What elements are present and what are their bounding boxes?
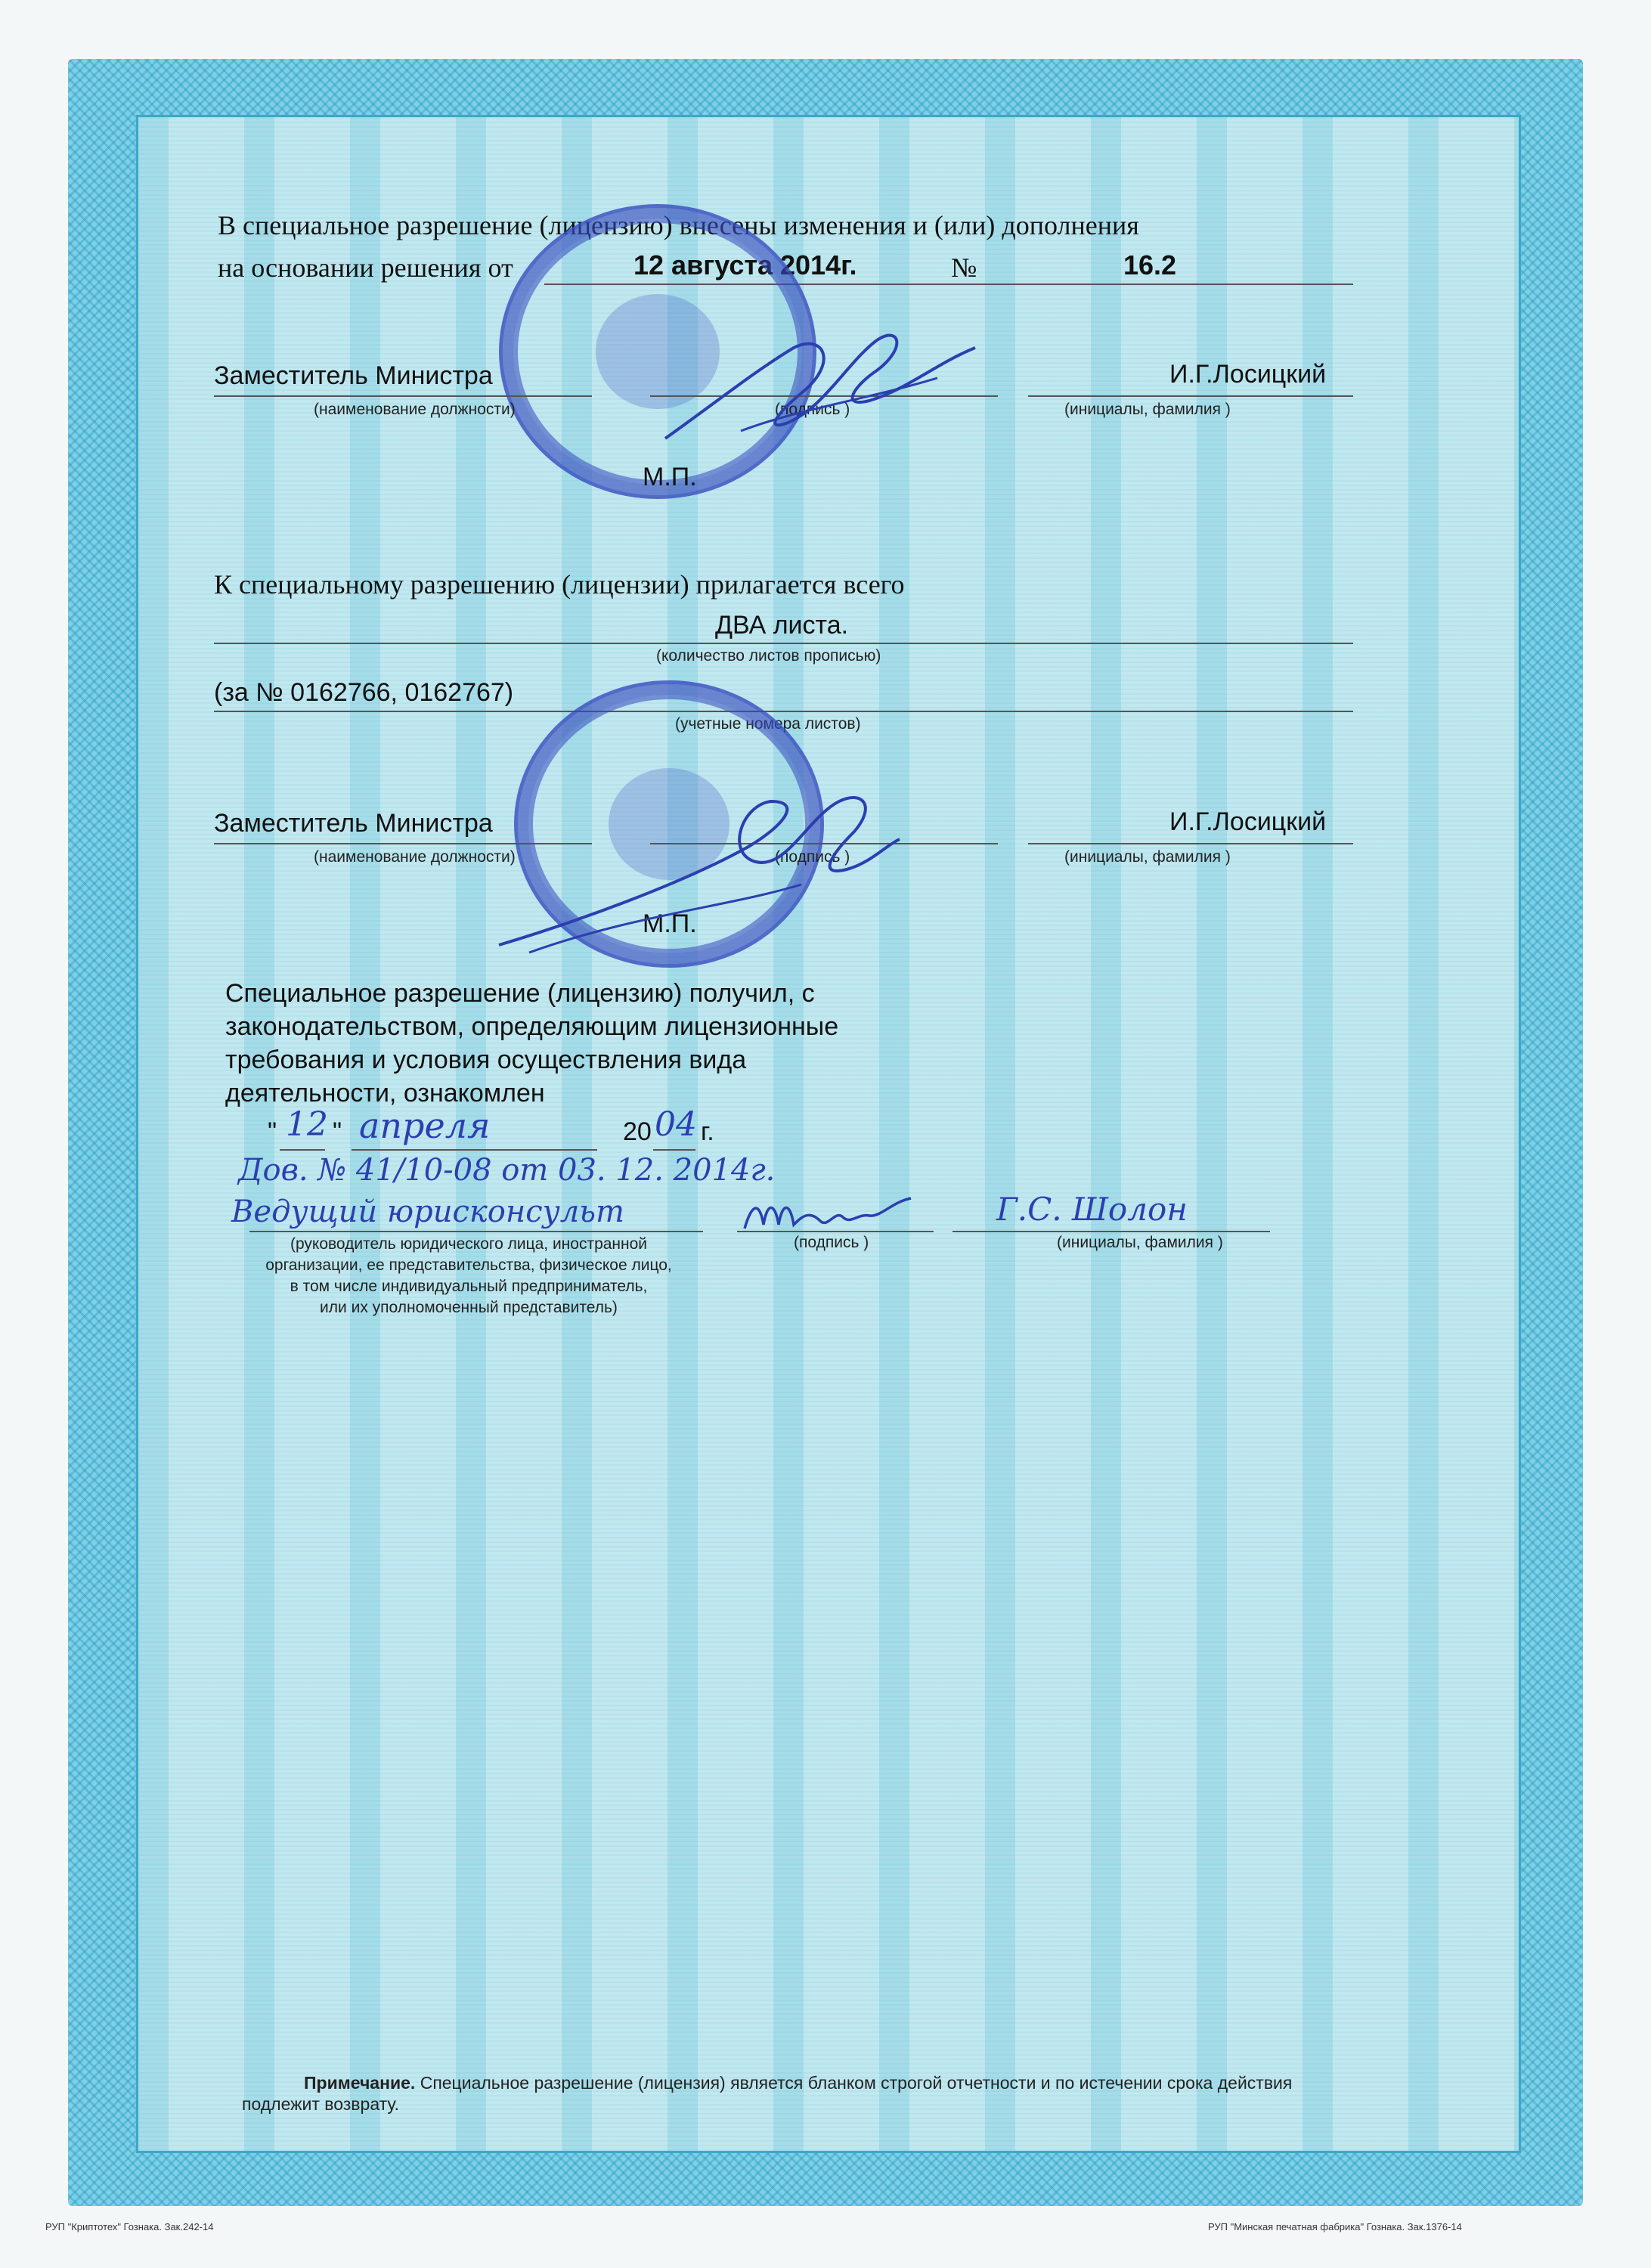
recipient-caption xyxy=(204,1234,733,1318)
signatory-2-caption-name: (инициалы, фамилия ) xyxy=(1064,848,1231,866)
signatory-2-name-rule xyxy=(1028,843,1353,844)
date-month: апреля xyxy=(359,1105,491,1146)
date-year-rule xyxy=(653,1149,695,1151)
decision-date: 12 августа 2014г. xyxy=(633,249,857,280)
decision-number: 16.2 xyxy=(1123,249,1177,280)
note-text-line-2: подлежит возврату. xyxy=(242,2094,399,2114)
date-year-prefix: 20 xyxy=(623,1117,652,1146)
attachment-count: ДВА листа. xyxy=(715,611,849,640)
signatory-1-caption-name: (инициалы, фамилия ) xyxy=(1064,401,1231,418)
recipient-caption-line: организации, ее представительства, физическое лицо, xyxy=(265,1256,672,1274)
seal-label-2: М.П. xyxy=(643,909,697,938)
recipient-name-rule xyxy=(952,1231,1270,1232)
signatory-2-caption-signature: (подпись ) xyxy=(775,848,850,866)
footer-right: РУП "Минская печатная фабрика" Гознака. Зак.1376-14 xyxy=(1208,2221,1462,2232)
recipient-position: Ведущий юрисконсульт xyxy=(231,1194,624,1229)
note xyxy=(304,2073,1292,2093)
receipt-line: законодательством, определяющим лицензионные xyxy=(225,1012,839,1041)
header-line-2-prefix: на основании решения от xyxy=(218,253,513,283)
signatory-1-position: Заместитель Министра xyxy=(214,361,493,390)
attachment-line: К специальному разрешению (лицензии) прилагается всего xyxy=(214,569,905,600)
header-line-1: В специальное разрешение (лицензию) внесены изменения и (или) дополнения xyxy=(218,210,1139,240)
receipt-line: деятельности, ознакомлен xyxy=(225,1079,545,1108)
signatory-1-name-rule xyxy=(1028,395,1353,397)
receipt-statement xyxy=(225,977,838,1110)
signatory-2-position: Заместитель Министра xyxy=(214,809,493,838)
signatory-1-name: И.Г.Лосицкий xyxy=(1169,360,1327,389)
attachment-numbers: (за № 0162766, 0162767) xyxy=(214,678,514,707)
recipient-signature-rule xyxy=(737,1231,934,1232)
attachment-count-caption: (количество листов прописью) xyxy=(656,647,881,665)
power-of-attorney: Дов. № 41/10-08 от 03. 12. 2014г. xyxy=(238,1153,776,1188)
note-label: Примечание. xyxy=(304,2073,416,2093)
date-year-suffix: 04 xyxy=(655,1105,697,1144)
recipient-caption-name: (инициалы, фамилия ) xyxy=(1057,1234,1223,1251)
recipient-caption-line: (руководитель юридического лица, иностранной xyxy=(290,1235,648,1253)
date-quote-open: " xyxy=(268,1117,277,1146)
recipient-name: Г.С. Шолон xyxy=(996,1191,1188,1228)
number-sign: № xyxy=(951,253,977,283)
recipient-position-rule xyxy=(249,1231,703,1232)
signatory-1-caption-signature: (подпись ) xyxy=(775,401,850,418)
recipient-caption-line: или их уполномоченный представитель) xyxy=(320,1299,618,1316)
signatory-1-position-rule xyxy=(214,395,592,397)
receipt-line: требования и условия осуществления вида xyxy=(225,1046,747,1074)
date-quote-close: " xyxy=(333,1117,342,1146)
recipient-caption-signature: (подпись ) xyxy=(794,1234,869,1251)
footer-left: РУП "Криптотех" Гознака. Зак.242-14 xyxy=(45,2221,214,2232)
date-day: 12 xyxy=(286,1105,328,1144)
note-text-line-1: Специальное разрешение (лицензия) является бланком строгой отчетности и по истечении срока действия xyxy=(420,2073,1293,2093)
signatory-1-caption-position: (наименование должности) xyxy=(314,401,516,418)
seal-label-1: М.П. xyxy=(643,463,697,491)
attachment-numbers-rule xyxy=(214,711,1353,712)
date-unit: г. xyxy=(701,1117,714,1146)
date-month-rule xyxy=(352,1149,597,1151)
attachment-count-rule xyxy=(214,643,1353,644)
attachment-numbers-caption: (учетные номера листов) xyxy=(675,715,861,733)
receipt-line: Специальное разрешение (лицензию) получил, с xyxy=(225,979,815,1008)
date-day-rule xyxy=(280,1149,325,1151)
signatory-2-name: И.Г.Лосицкий xyxy=(1169,807,1327,836)
recipient-caption-line: в том числе индивидуальный предприниматель, xyxy=(290,1278,648,1295)
signatory-2-caption-position: (наименование должности) xyxy=(314,848,516,866)
